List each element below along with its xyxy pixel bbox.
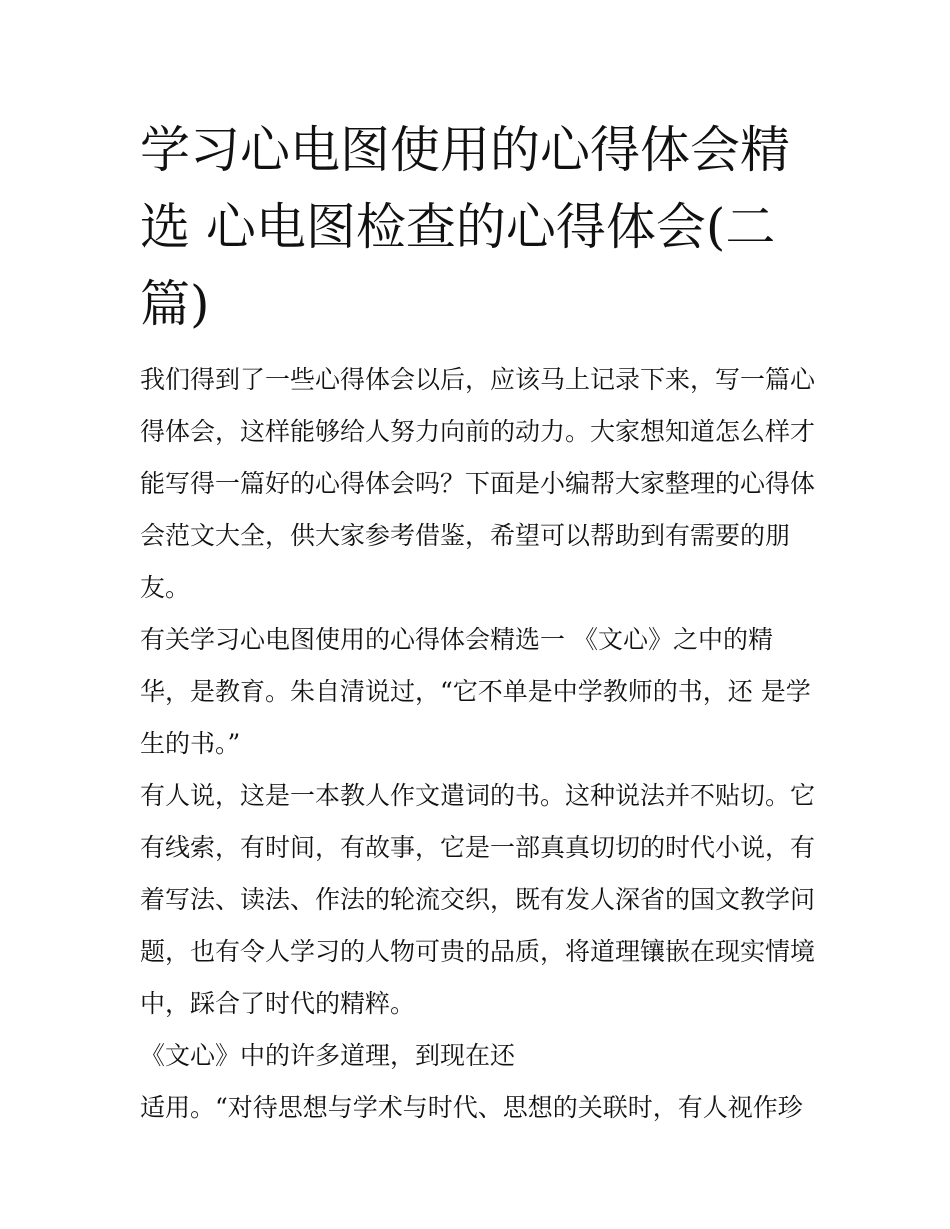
body-line: 华，是教育。朱自清说过，“它不单是中学教师的书，还 是学 <box>140 677 811 706</box>
body-line: 有线索，有时间，有故事，它是一部真真切切的时代小说，有 <box>140 833 816 862</box>
title-line: 学习心电图使用的心得体会精 <box>140 121 790 179</box>
body-line: 着写法、读法、作法的轮流交织，既有发人深省的国文教学问 <box>140 885 816 914</box>
body-line: 生的书。” <box>140 729 241 758</box>
document-body <box>140 354 830 1134</box>
body-line: 题，也有令人学习的人物可贵的品质，将道理镶嵌在现实情境 <box>140 937 816 966</box>
title-line: 选 心电图检查的心得体会(二 <box>140 198 776 256</box>
body-line: 《文心》中的许多道理，到现在还 <box>140 1041 516 1070</box>
body-line: 适用。“对待思想与学术与时代、思想的关联时，有人视作珍 <box>140 1093 803 1122</box>
document-title <box>140 112 820 343</box>
body-line: 会范文大全，供大家参考借鉴，希望可以帮助到有需要的朋 <box>140 521 791 550</box>
body-line: 中，踩合了时代的精粹。 <box>140 989 416 1018</box>
body-line: 有人说，这是一本教人作文遣词的书。这种说法并不贴切。它 <box>140 781 816 810</box>
body-line: 有关学习心电图使用的心得体会精选一 《文心》之中的精 <box>140 625 773 654</box>
title-line: 篇) <box>140 275 210 333</box>
body-line: 友。 <box>140 573 191 602</box>
body-line: 能写得一篇好的心得体会吗？下面是小编帮大家整理的心得体 <box>140 469 816 498</box>
body-line: 得体会，这样能够给人努力向前的动力。大家想知道怎么样才 <box>140 417 816 446</box>
body-line: 我们得到了一些心得体会以后，应该马上记录下来，写一篇心 <box>140 365 816 394</box>
